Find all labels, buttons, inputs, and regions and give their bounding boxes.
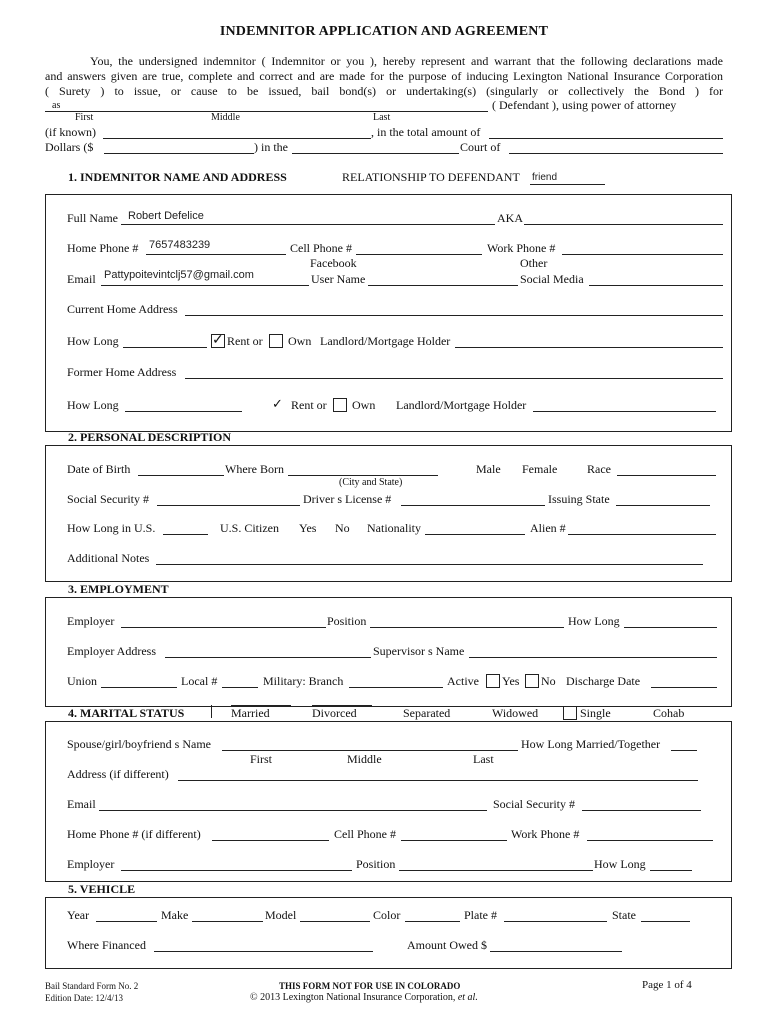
spouse-home-phone-label: Home Phone # (if different) [67,827,201,841]
plate-field[interactable] [504,921,607,922]
email-label: Email [67,272,96,286]
citizen-yes-option[interactable]: Yes [299,521,317,535]
supervisor-field[interactable] [469,657,717,658]
work-phone-label: Work Phone # [487,241,556,255]
supervisor-label: Supervisor s Name [373,644,465,658]
race-label: Race [587,462,611,476]
spouse-label: Spouse/girl/boyfriend s Name [67,737,211,751]
active-label: Active [447,674,479,688]
former-address-field[interactable] [185,378,723,379]
landlord-field[interactable] [455,347,723,348]
state-field[interactable] [641,921,690,922]
if-known-field[interactable] [103,138,371,139]
spouse-ssn-field[interactable] [582,810,701,811]
current-address-label: Current Home Address [67,302,178,316]
local-field[interactable] [222,687,258,688]
city-state-caption: (City and State) [339,477,403,488]
how-long-us-label: How Long in U.S. [67,521,156,535]
how-long-label: How Long [67,334,119,348]
married-overline [231,705,291,706]
form-number: Bail Standard Form No. 2 [45,981,139,991]
model-label: Model [265,908,297,922]
cell-phone-label: Cell Phone # [290,241,352,255]
active-no-checkbox[interactable] [525,674,539,688]
relationship-value: friend [532,172,558,183]
how-long-field[interactable] [123,347,207,348]
active-yes-checkbox[interactable] [486,674,500,688]
total-amount-field[interactable] [489,138,723,139]
local-label: Local # [181,674,218,688]
current-address-field[interactable] [185,315,723,316]
defendant-label: ( Defendant ), using power of attorney [492,98,677,112]
relationship-field[interactable] [530,184,605,185]
military-label: Military: Branch [263,674,344,688]
make-field[interactable] [192,921,263,922]
section-2-heading: 2. PERSONAL DESCRIPTION [68,430,232,444]
spouse-ssn-label: Social Security # [493,797,575,811]
race-field[interactable] [617,475,716,476]
how-long-married-label: How Long Married/Together [521,737,661,751]
middle-caption: Middle [211,112,240,123]
employer-label: Employer [67,614,115,628]
as-label: as [52,100,61,111]
intro-line-3: ( Surety ) to issue, or cause to be issued, bail bond(s) or undertaking(s) (singularly or collectively the Bond ) for [45,84,723,98]
email-value: Pattypoitevintclj57@gmail.com [104,269,254,281]
amount-owed-label: Amount Owed $ [407,938,487,952]
cohab-option[interactable]: Cohab [653,706,685,720]
user-name-label: User Name [311,272,366,286]
facebook-label: Facebook [310,256,357,270]
ssn-field[interactable] [157,505,300,506]
copyright-text: © 2013 Lexington National Insurance Corporation, [250,992,456,1003]
how-long-employed-field[interactable] [624,627,717,628]
how-long-us-field[interactable] [163,534,208,535]
year-label: Year [67,908,90,922]
nationality-field[interactable] [425,534,525,535]
amount-owed-field[interactable] [490,951,622,952]
ssn-label: Social Security # [67,492,149,506]
full-name-field[interactable] [121,224,495,225]
home-phone-value: 7657483239 [149,239,211,251]
single-option[interactable]: Single [580,706,611,720]
how-long-employed-label: How Long [568,614,620,628]
dollars-label: Dollars ($ [45,140,94,154]
aka-field[interactable] [524,224,723,225]
spouse-position-field[interactable] [399,870,593,871]
spouse-first-caption: First [250,752,273,766]
rent-or-2-label: Rent or [291,398,327,412]
state-label: State [612,908,636,922]
how-long-2-label: How Long [67,398,119,412]
own-label: Own [288,334,312,348]
if-known-label: (if known) [45,125,96,139]
total-amount-label: , in the total amount of [371,125,481,139]
landlord-2-field[interactable] [533,411,716,412]
nationality-label: Nationality [367,521,421,535]
rent-checkbox[interactable] [211,334,225,348]
work-phone-field[interactable] [562,254,723,255]
landlord-2-label: Landlord/Mortgage Holder [396,398,527,412]
position-field[interactable] [370,627,564,628]
discharge-label: Discharge Date [566,674,641,688]
spouse-email-field[interactable] [99,810,487,811]
active-yes-label: Yes [502,674,520,688]
citizen-no-option[interactable]: No [335,521,350,535]
single-checkbox[interactable] [563,706,577,720]
employer-address-field[interactable] [165,657,371,658]
year-field[interactable] [96,921,157,922]
spouse-position-label: Position [356,857,396,871]
section-3-heading: 3. EMPLOYMENT [68,582,169,596]
where-financed-field[interactable] [154,951,373,952]
home-phone-label: Home Phone # [67,241,139,255]
plate-label: Plate # [464,908,497,922]
dl-label: Driver s License # [303,492,392,506]
make-label: Make [161,908,189,922]
check-icon: ✓ [212,333,224,348]
spouse-how-long-field[interactable] [650,870,692,871]
dob-label: Date of Birth [67,462,131,476]
notes-field[interactable] [156,564,703,565]
employer-field[interactable] [121,627,326,628]
intro-line-1: You, the undersigned indemnitor ( Indemnitor or you ), hereby represent and warrant that the following declarations made [90,54,723,68]
alien-field[interactable] [568,534,716,535]
dollars-field[interactable] [104,153,254,154]
male-option[interactable]: Male [476,462,501,476]
court-of-label: Court of [460,140,501,154]
own-2-label: Own [352,398,376,412]
landlord-label: Landlord/Mortgage Holder [320,334,451,348]
discharge-field[interactable] [651,687,717,688]
color-field[interactable] [405,921,460,922]
us-citizen-label: U.S. Citizen [220,521,279,535]
spouse-home-phone-field[interactable] [212,840,329,841]
former-address-label: Former Home Address [67,365,177,379]
alien-label: Alien # [530,521,566,535]
colorado-notice: THIS FORM NOT FOR USE IN COLORADO [279,981,461,991]
separated-option[interactable]: Separated [403,706,451,720]
spouse-email-label: Email [67,797,96,811]
own-2-checkbox[interactable] [333,398,347,412]
social-media-label: Social Media [520,272,584,286]
spouse-employer-label: Employer [67,857,115,871]
spouse-work-phone-field[interactable] [587,840,713,841]
spouse-cell-phone-field[interactable] [401,840,507,841]
copyright-et-al: et al. [457,992,478,1003]
copyright-notice [250,992,478,1003]
union-field[interactable] [101,687,177,688]
intro-line-2: and answers given are true, complete and correct and are made for the purpose of inducing Lexington National Insurance Corporation [45,69,723,83]
spouse-work-phone-label: Work Phone # [511,827,580,841]
full-name-label: Full Name [67,211,118,225]
other-label: Other [520,256,548,270]
spouse-last-caption: Last [473,752,494,766]
spouse-middle-caption: Middle [347,752,382,766]
own-checkbox[interactable] [269,334,283,348]
active-no-label: No [541,674,556,688]
relationship-label: RELATIONSHIP TO DEFENDANT [342,170,520,184]
issuing-state-label: Issuing State [548,492,610,506]
how-long-married-field[interactable] [671,750,697,751]
email-field[interactable] [101,285,309,286]
marital-divider [211,705,212,718]
spouse-name-field[interactable] [222,750,518,751]
in-the-label: ) in the [254,140,288,154]
where-born-field[interactable] [288,475,438,476]
spouse-address-field[interactable] [178,780,698,781]
divorced-overline [312,705,372,706]
former-rent-check-mark: ✓ [272,396,283,411]
issuing-state-field[interactable] [616,505,710,506]
cell-phone-field[interactable] [356,254,482,255]
home-phone-field[interactable] [146,254,286,255]
first-caption: First [75,112,94,123]
last-caption: Last [373,112,391,123]
position-label: Position [327,614,367,628]
divorced-option[interactable]: Divorced [312,706,357,720]
aka-label: AKA [497,211,523,225]
full-name-value: Robert Defelice [128,210,204,222]
spouse-how-long-label: How Long [594,857,646,871]
court-name-field[interactable] [292,153,459,154]
facebook-user-name-field[interactable] [368,285,518,286]
edition-date: Edition Date: 12/4/13 [45,993,123,1003]
union-label: Union [67,674,97,688]
section-5-heading: 5. VEHICLE [68,882,136,896]
dl-field[interactable] [401,505,545,506]
dob-field[interactable] [138,475,224,476]
notes-label: Additional Notes [67,551,150,565]
female-option[interactable]: Female [522,462,558,476]
where-financed-label: Where Financed [67,938,146,952]
where-born-label: Where Born [225,462,284,476]
section-4-heading: 4. MARITAL STATUS [68,706,185,720]
section-1-heading: 1. INDEMNITOR NAME AND ADDRESS [68,170,287,184]
rent-or-label: Rent or [227,334,263,348]
spouse-address-label: Address (if different) [67,767,169,781]
color-label: Color [373,908,401,922]
how-long-2-field[interactable] [125,411,242,412]
social-media-field[interactable] [589,285,723,286]
page-number: Page 1 of 4 [642,979,692,991]
military-branch-field[interactable] [349,687,443,688]
employer-address-label: Employer Address [67,644,156,658]
defendant-name-field[interactable] [45,111,488,112]
spouse-employer-field[interactable] [121,870,352,871]
spouse-cell-phone-label: Cell Phone # [334,827,396,841]
form-title: INDEMNITOR APPLICATION AND AGREEMENT [219,24,549,39]
widowed-option[interactable]: Widowed [492,706,539,720]
model-field[interactable] [300,921,370,922]
court-of-field[interactable] [509,153,723,154]
married-option[interactable]: Married [231,706,270,720]
